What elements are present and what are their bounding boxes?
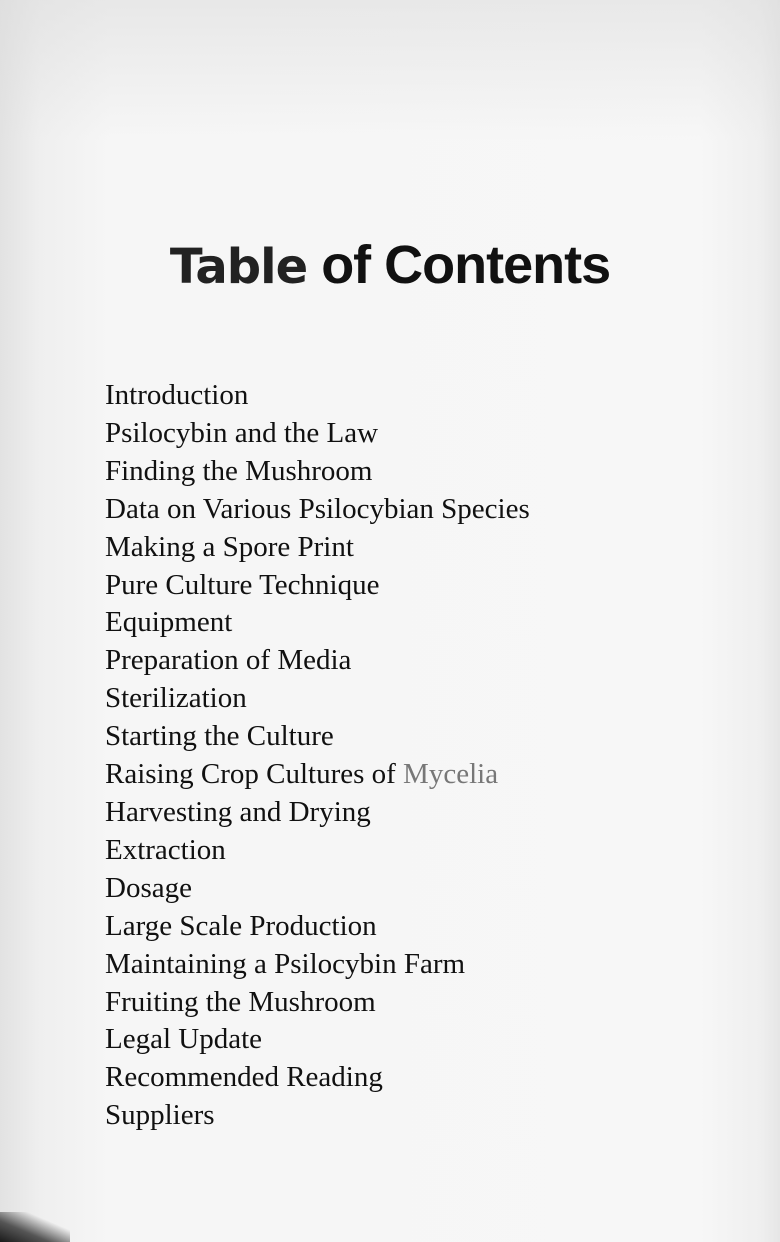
- toc-item-equipment: Equipment: [105, 606, 233, 639]
- toc-item-making-a-spore-print: Making a Spore Print: [105, 530, 354, 563]
- toc-item-psilocybin-and-the-law: Psilocybin and the Law: [105, 416, 379, 449]
- toc-item-large-scale-production: Large Scale Production: [105, 909, 377, 942]
- toc-item-harvesting-and-drying: Harvesting and Drying: [105, 795, 371, 828]
- toc-item-preparation-of-media: Preparation of Media: [105, 644, 352, 677]
- table-of-contents: [105, 377, 530, 1135]
- page-title-first-word: Table: [169, 239, 308, 295]
- toc-item-recommended-reading: Recommended Reading: [105, 1061, 383, 1094]
- toc-item-raising-crop-cultures: [105, 756, 530, 794]
- toc-item-raising-crop-cultures-tail: Mycelia: [403, 758, 499, 791]
- toc-item-pure-culture-technique: Pure Culture Technique: [105, 568, 380, 601]
- page-title: [0, 232, 780, 300]
- toc-item-dosage: Dosage: [105, 871, 192, 904]
- toc-item-sterilization: Sterilization: [105, 682, 247, 715]
- toc-item-starting-the-culture: Starting the Culture: [105, 720, 334, 753]
- toc-item-maintaining-a-farm: Maintaining a Psilocybin Farm: [105, 947, 466, 980]
- toc-item-data-on-species: Data on Various Psilocybian Species: [105, 492, 530, 525]
- toc-item-finding-the-mushroom: Finding the Mushroom: [105, 454, 373, 487]
- toc-item-introduction: Introduction: [105, 379, 249, 411]
- toc-item-suppliers: Suppliers: [105, 1099, 215, 1132]
- page-title-rest: of Contents: [321, 235, 611, 295]
- toc-item-legal-update: Legal Update: [105, 1023, 263, 1056]
- toc-item-fruiting-the-mushroom: Fruiting the Mushroom: [105, 985, 376, 1018]
- toc-item-raising-crop-cultures-label: Raising Crop Cultures of: [105, 758, 396, 791]
- toc-item-extraction: Extraction: [105, 833, 226, 866]
